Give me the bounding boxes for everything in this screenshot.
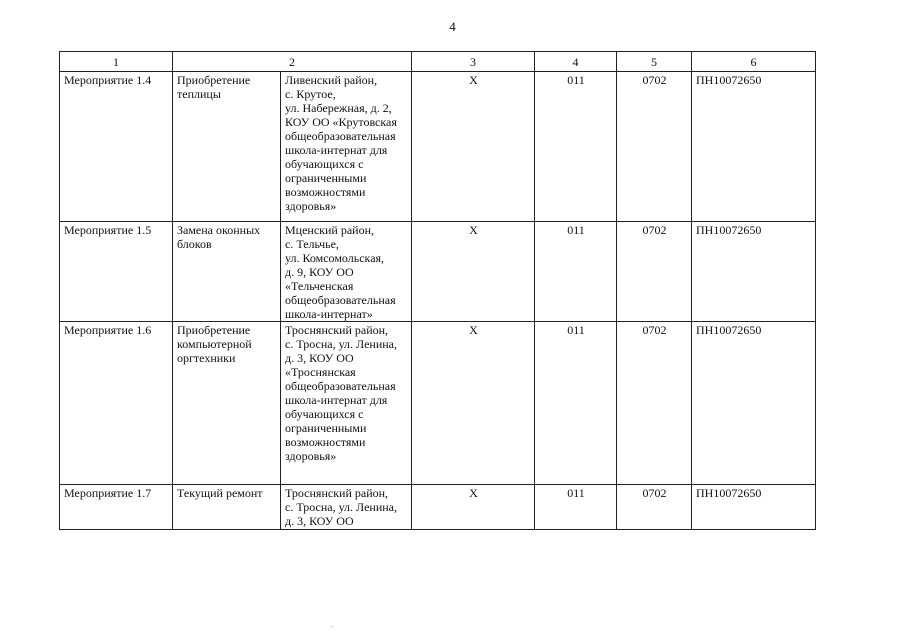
table-row — [60, 72, 816, 222]
col5-cell: 0702 — [617, 222, 692, 322]
event-cell: Мероприятие 1.4 — [60, 72, 173, 222]
description-cell: Приобретение компьютерной оргтехники — [173, 322, 281, 485]
description-cell: Приобретение теплицы — [173, 72, 281, 222]
col3-cell: Х — [412, 322, 535, 485]
address-cell: Троснянский район, с. Тросна, ул. Ленина, д. 3, КОУ ОО «Троснянская общеобразовательная школа-интернат для обучающихся с ограниченными возможностями здоровья» — [281, 322, 412, 485]
header-row — [60, 52, 816, 72]
col3-cell: Х — [412, 72, 535, 222]
event-cell: Мероприятие 1.5 — [60, 222, 173, 322]
header-col-6: 6 — [692, 52, 816, 72]
scan-speck — [331, 626, 333, 627]
col5-cell: 0702 — [617, 485, 692, 530]
description-cell: Замена оконных блоков — [173, 222, 281, 322]
event-cell: Мероприятие 1.6 — [60, 322, 173, 485]
budget-table — [59, 51, 816, 530]
event-cell: Мероприятие 1.7 — [60, 485, 173, 530]
col4-cell: 011 — [535, 222, 617, 322]
col6-cell: ПН10072650 — [692, 72, 816, 222]
col5-cell: 0702 — [617, 322, 692, 485]
table-row — [60, 222, 816, 322]
col4-cell: 011 — [535, 72, 617, 222]
col3-cell: Х — [412, 485, 535, 530]
col4-cell: 011 — [535, 322, 617, 485]
header-col-4: 4 — [535, 52, 617, 72]
header-col-3: 3 — [412, 52, 535, 72]
col6-cell: ПН10072650 — [692, 485, 816, 530]
table-row — [60, 322, 816, 485]
header-col-1: 1 — [60, 52, 173, 72]
col3-cell: Х — [412, 222, 535, 322]
header-col-5: 5 — [617, 52, 692, 72]
col4-cell: 011 — [535, 485, 617, 530]
address-cell: Мценский район, с. Тельчье, ул. Комсомольская, д. 9, КОУ ОО «Тельченская общеобразовательная школа-интернат» — [281, 222, 412, 322]
table-row — [60, 485, 816, 530]
col6-cell: ПН10072650 — [692, 222, 816, 322]
page-number: 4 — [449, 19, 456, 34]
description-cell: Текущий ремонт — [173, 485, 281, 530]
col5-cell: 0702 — [617, 72, 692, 222]
address-cell: Троснянский район, с. Тросна, ул. Ленина, д. 3, КОУ ОО — [281, 485, 412, 530]
col6-cell: ПН10072650 — [692, 322, 816, 485]
address-cell: Ливенский район, с. Крутое, ул. Набережная, д. 2, КОУ ОО «Крутовская общеобразовательная школа-интернат для обучающихся с ограниченными возможностями здоровья» — [281, 72, 412, 222]
header-col-2: 2 — [173, 52, 412, 72]
